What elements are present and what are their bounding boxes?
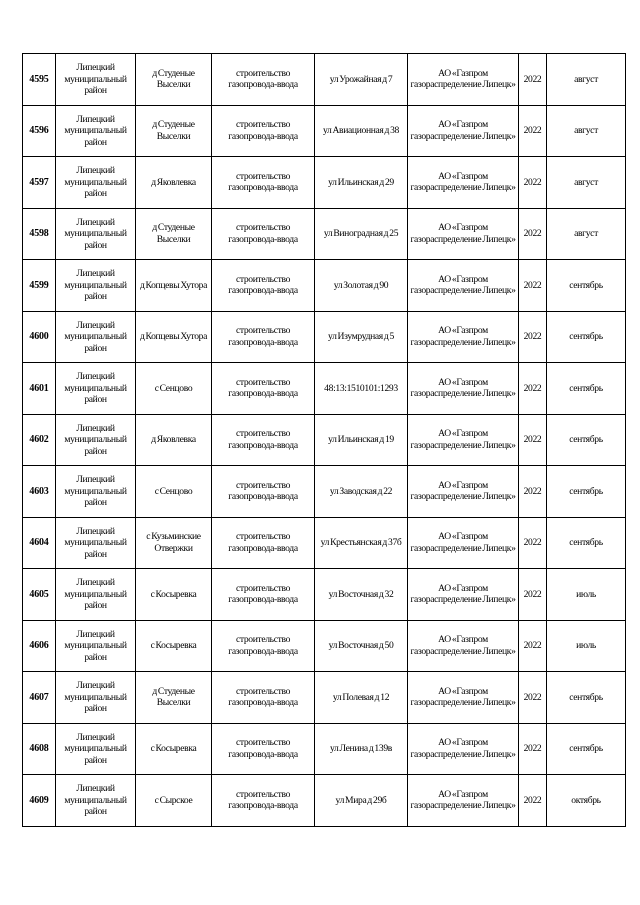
year-cell: 2022 <box>519 672 547 724</box>
month-cell: сентябрь <box>547 414 626 466</box>
month-cell: сентябрь <box>547 672 626 724</box>
organization-cell: АО «Газпром газораспределение Липецк» <box>408 208 519 260</box>
address-cell: ул Мира д 29б <box>315 775 408 827</box>
gasification-table <box>22 53 626 827</box>
row-number-cell: 4597 <box>23 157 56 209</box>
month-cell: сентябрь <box>547 363 626 415</box>
address-cell: ул Ленина д 139в <box>315 723 408 775</box>
address-cell: ул Золотая д 90 <box>315 260 408 312</box>
year-cell: 2022 <box>519 723 547 775</box>
district-cell: Липецкий муниципальный район <box>56 54 136 106</box>
work-type-cell: строительство газопровода-ввода <box>212 620 315 672</box>
month-cell: сентябрь <box>547 723 626 775</box>
work-type-cell: строительство газопровода-ввода <box>212 569 315 621</box>
row-number-cell: 4608 <box>23 723 56 775</box>
month-cell: август <box>547 157 626 209</box>
work-type-cell: строительство газопровода-ввода <box>212 723 315 775</box>
district-cell: Липецкий муниципальный район <box>56 208 136 260</box>
table-row <box>23 157 626 209</box>
district-cell: Липецкий муниципальный район <box>56 466 136 518</box>
year-cell: 2022 <box>519 569 547 621</box>
organization-cell: АО «Газпром газораспределение Липецк» <box>408 363 519 415</box>
locality-cell: с Косыревка <box>136 569 212 621</box>
row-number-cell: 4605 <box>23 569 56 621</box>
month-cell: август <box>547 105 626 157</box>
address-cell: 48:13:1510101:1293 <box>315 363 408 415</box>
district-cell: Липецкий муниципальный район <box>56 157 136 209</box>
table-row <box>23 775 626 827</box>
address-cell: ул Крестьянская д 37б <box>315 517 408 569</box>
address-cell: ул Полевая д 12 <box>315 672 408 724</box>
locality-cell: с Косыревка <box>136 723 212 775</box>
district-cell: Липецкий муниципальный район <box>56 260 136 312</box>
district-cell: Липецкий муниципальный район <box>56 363 136 415</box>
locality-cell: д Копцевы Хутора <box>136 260 212 312</box>
organization-cell: АО «Газпром газораспределение Липецк» <box>408 775 519 827</box>
work-type-cell: строительство газопровода-ввода <box>212 517 315 569</box>
table-row <box>23 620 626 672</box>
table-body <box>23 54 626 827</box>
organization-cell: АО «Газпром газораспределение Липецк» <box>408 157 519 209</box>
table-row <box>23 208 626 260</box>
locality-cell: д Студеные Выселки <box>136 672 212 724</box>
address-cell: ул Урожайная д 7 <box>315 54 408 106</box>
work-type-cell: строительство газопровода-ввода <box>212 105 315 157</box>
organization-cell: АО «Газпром газораспределение Липецк» <box>408 311 519 363</box>
locality-cell: д Студеные Выселки <box>136 105 212 157</box>
locality-cell: с Сырское <box>136 775 212 827</box>
table-row <box>23 569 626 621</box>
district-cell: Липецкий муниципальный район <box>56 672 136 724</box>
year-cell: 2022 <box>519 157 547 209</box>
locality-cell: д Копцевы Хутора <box>136 311 212 363</box>
address-cell: ул Авиационная д 38 <box>315 105 408 157</box>
year-cell: 2022 <box>519 517 547 569</box>
month-cell: сентябрь <box>547 260 626 312</box>
address-cell: ул Ильинская д 19 <box>315 414 408 466</box>
work-type-cell: строительство газопровода-ввода <box>212 157 315 209</box>
row-number-cell: 4604 <box>23 517 56 569</box>
organization-cell: АО «Газпром газораспределение Липецк» <box>408 569 519 621</box>
work-type-cell: строительство газопровода-ввода <box>212 775 315 827</box>
address-cell: ул Изумрудная д 5 <box>315 311 408 363</box>
table-row <box>23 363 626 415</box>
table-row <box>23 672 626 724</box>
row-number-cell: 4606 <box>23 620 56 672</box>
organization-cell: АО «Газпром газораспределение Липецк» <box>408 517 519 569</box>
district-cell: Липецкий муниципальный район <box>56 723 136 775</box>
locality-cell: д Яковлевка <box>136 414 212 466</box>
year-cell: 2022 <box>519 260 547 312</box>
district-cell: Липецкий муниципальный район <box>56 105 136 157</box>
month-cell: август <box>547 208 626 260</box>
organization-cell: АО «Газпром газораспределение Липецк» <box>408 620 519 672</box>
row-number-cell: 4602 <box>23 414 56 466</box>
month-cell: сентябрь <box>547 517 626 569</box>
row-number-cell: 4603 <box>23 466 56 518</box>
row-number-cell: 4599 <box>23 260 56 312</box>
table-row <box>23 466 626 518</box>
district-cell: Липецкий муниципальный район <box>56 414 136 466</box>
district-cell: Липецкий муниципальный район <box>56 620 136 672</box>
month-cell: сентябрь <box>547 466 626 518</box>
locality-cell: д Студеные Выселки <box>136 208 212 260</box>
work-type-cell: строительство газопровода-ввода <box>212 54 315 106</box>
month-cell: июль <box>547 569 626 621</box>
month-cell: август <box>547 54 626 106</box>
row-number-cell: 4601 <box>23 363 56 415</box>
year-cell: 2022 <box>519 208 547 260</box>
address-cell: ул Восточная д 32 <box>315 569 408 621</box>
table-row <box>23 517 626 569</box>
organization-cell: АО «Газпром газораспределение Липецк» <box>408 672 519 724</box>
table-row <box>23 105 626 157</box>
year-cell: 2022 <box>519 105 547 157</box>
work-type-cell: строительство газопровода-ввода <box>212 208 315 260</box>
table-row <box>23 311 626 363</box>
row-number-cell: 4607 <box>23 672 56 724</box>
district-cell: Липецкий муниципальный район <box>56 517 136 569</box>
address-cell: ул Ильинская д 29 <box>315 157 408 209</box>
locality-cell: с Кузьминские Отвержки <box>136 517 212 569</box>
organization-cell: АО «Газпром газораспределение Липецк» <box>408 414 519 466</box>
organization-cell: АО «Газпром газораспределение Липецк» <box>408 466 519 518</box>
table-row <box>23 414 626 466</box>
address-cell: ул Восточная д 50 <box>315 620 408 672</box>
month-cell: июль <box>547 620 626 672</box>
month-cell: сентябрь <box>547 311 626 363</box>
organization-cell: АО «Газпром газораспределение Липецк» <box>408 260 519 312</box>
organization-cell: АО «Газпром газораспределение Липецк» <box>408 105 519 157</box>
address-cell: ул Виноградная д 25 <box>315 208 408 260</box>
row-number-cell: 4596 <box>23 105 56 157</box>
work-type-cell: строительство газопровода-ввода <box>212 363 315 415</box>
year-cell: 2022 <box>519 311 547 363</box>
table-row <box>23 260 626 312</box>
organization-cell: АО «Газпром газораспределение Липецк» <box>408 54 519 106</box>
table-row <box>23 723 626 775</box>
locality-cell: с Сенцово <box>136 363 212 415</box>
work-type-cell: строительство газопровода-ввода <box>212 672 315 724</box>
year-cell: 2022 <box>519 54 547 106</box>
address-cell: ул Заводская д 22 <box>315 466 408 518</box>
year-cell: 2022 <box>519 466 547 518</box>
locality-cell: д Яковлевка <box>136 157 212 209</box>
organization-cell: АО «Газпром газораспределение Липецк» <box>408 723 519 775</box>
work-type-cell: строительство газопровода-ввода <box>212 260 315 312</box>
district-cell: Липецкий муниципальный район <box>56 775 136 827</box>
work-type-cell: строительство газопровода-ввода <box>212 466 315 518</box>
row-number-cell: 4600 <box>23 311 56 363</box>
row-number-cell: 4609 <box>23 775 56 827</box>
row-number-cell: 4598 <box>23 208 56 260</box>
month-cell: октябрь <box>547 775 626 827</box>
year-cell: 2022 <box>519 775 547 827</box>
locality-cell: с Косыревка <box>136 620 212 672</box>
year-cell: 2022 <box>519 620 547 672</box>
district-cell: Липецкий муниципальный район <box>56 311 136 363</box>
district-cell: Липецкий муниципальный район <box>56 569 136 621</box>
year-cell: 2022 <box>519 363 547 415</box>
table-row <box>23 54 626 106</box>
work-type-cell: строительство газопровода-ввода <box>212 414 315 466</box>
row-number-cell: 4595 <box>23 54 56 106</box>
work-type-cell: строительство газопровода-ввода <box>212 311 315 363</box>
locality-cell: д Студеные Выселки <box>136 54 212 106</box>
year-cell: 2022 <box>519 414 547 466</box>
locality-cell: с Сенцово <box>136 466 212 518</box>
